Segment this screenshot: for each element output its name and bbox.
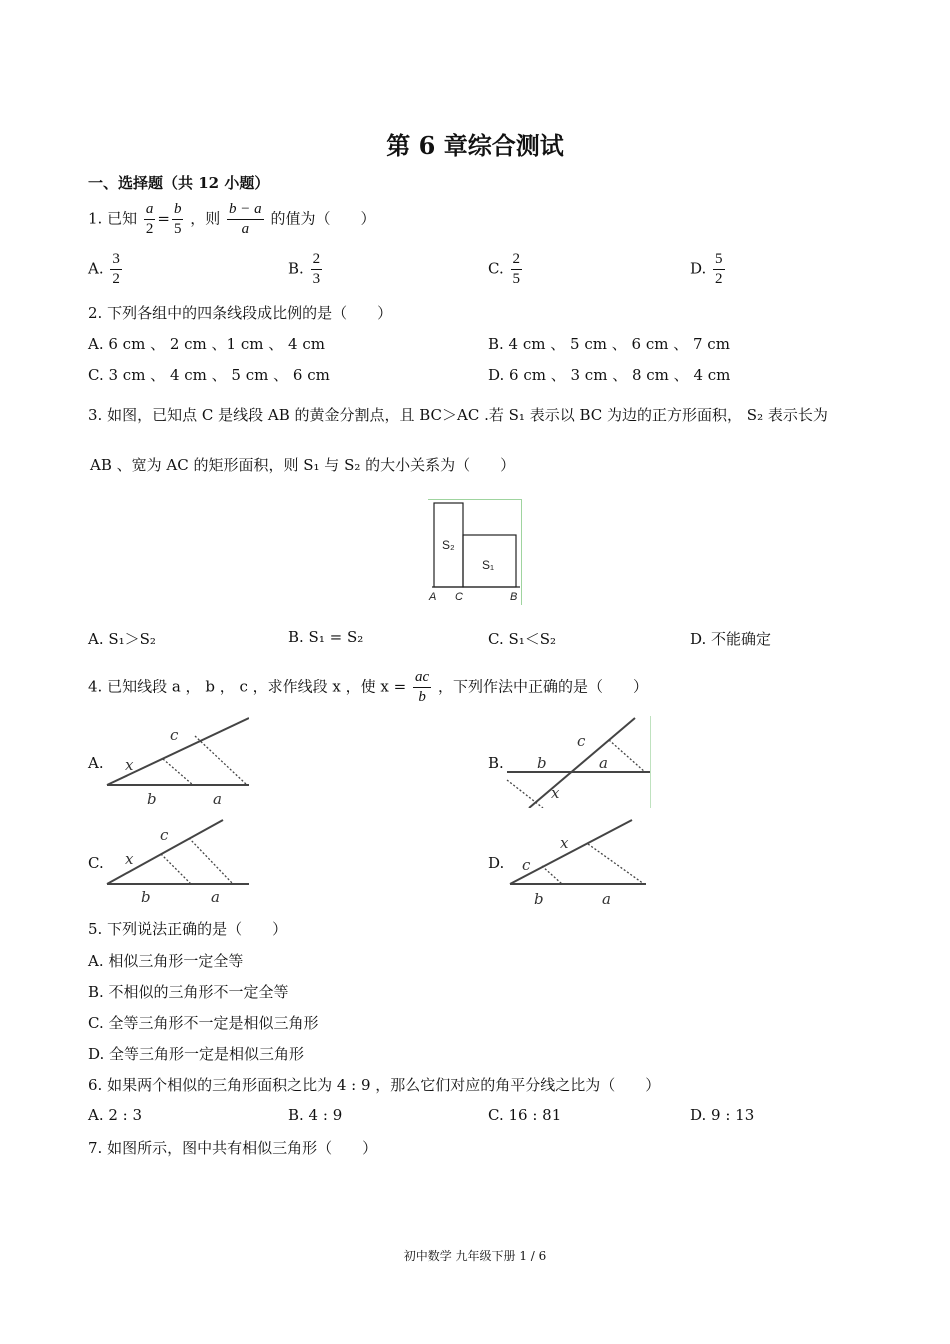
svg-text:b: b	[141, 888, 151, 906]
q4-figure-b	[505, 716, 651, 808]
svg-text:c: c	[577, 732, 586, 750]
q6-option-c[interactable]: C. 16 : 81	[488, 1106, 562, 1124]
svg-text:b: b	[537, 754, 547, 772]
q3-figure	[428, 499, 522, 605]
q1-suffix: 的值为（ ）	[270, 209, 376, 228]
svg-text:a: a	[211, 888, 220, 906]
question-7: 7. 如图所示，图中共有相似三角形（ ）	[88, 1139, 378, 1157]
q6-option-a[interactable]: A. 2 : 3	[88, 1106, 143, 1124]
svg-text:x: x	[125, 756, 134, 774]
svg-text:c: c	[160, 826, 169, 844]
q5-option-d[interactable]: D. 全等三角形一定是相似三角形	[88, 1045, 305, 1063]
q4-option-a[interactable]: A.	[88, 754, 104, 772]
q1-fraction-b-5: $\frac{b}{5}$	[173, 201, 182, 237]
q4-fraction: $\frac{ac}{b}$	[414, 669, 430, 705]
label-a: A	[429, 591, 437, 603]
svg-text:a: a	[599, 754, 608, 772]
label-c: C	[455, 591, 463, 603]
svg-text:c: c	[522, 856, 531, 874]
label-b: B	[510, 591, 518, 603]
q1-prefix: 1. 已知	[88, 209, 138, 228]
q4-option-d[interactable]: D.	[488, 854, 505, 872]
question-6: 6. 如果两个相似的三角形面积之比为 4 : 9 ，那么它们对应的角平分线之比为（ ）	[88, 1076, 661, 1094]
equals-sign: =	[157, 209, 170, 228]
q1-option-d[interactable]: D. $\frac{5}{2}$	[690, 251, 723, 287]
q1-fraction-a-2: $\frac{a}{2}$	[145, 201, 154, 237]
question-3-line-2: AB 、宽为 AC 的矩形面积，则 S₁ 与 S₂ 的大小关系为（ ）	[90, 456, 516, 474]
question-1	[88, 200, 375, 239]
q6-option-b[interactable]: B. 4 : 9	[288, 1106, 343, 1124]
q4-figure-d	[508, 818, 648, 906]
page-title: 第 6 章综合测试	[386, 131, 564, 160]
svg-text:c: c	[170, 726, 179, 744]
q5-option-a[interactable]: A. 相似三角形一定全等	[88, 952, 244, 970]
svg-text:x: x	[560, 834, 569, 852]
question-3-line-1: 3. 如图，已知点 C 是线段 AB 的黄金分割点，且 BC＞AC .若 S₁ 表示以 BC 为边的正方形面积， S₂ 表示长为	[88, 406, 828, 424]
label-s1: S₁	[482, 558, 495, 572]
q3-option-d[interactable]: D. 不能确定	[690, 630, 772, 648]
page-footer: 初中数学 九年级下册 1 / 6	[403, 1249, 547, 1263]
q5-option-c[interactable]: C. 全等三角形不一定是相似三角形	[88, 1014, 319, 1032]
q1-option-c[interactable]: C. $\frac{2}{5}$	[488, 251, 520, 287]
q2-option-d[interactable]: D. 6 cm 、 3 cm 、 8 cm 、 4 cm	[488, 366, 731, 384]
svg-text:a: a	[213, 790, 222, 808]
question-2: 2. 下列各组中的四条线段成比例的是（ ）	[88, 304, 393, 322]
svg-text:x: x	[551, 784, 560, 802]
q1-option-b[interactable]: B. $\frac{2}{3}$	[288, 251, 321, 287]
q1-option-a[interactable]: A. $\frac{3}{2}$	[88, 251, 120, 287]
label-s2: S₂	[442, 538, 455, 552]
q2-option-c[interactable]: C. 3 cm 、 4 cm 、 5 cm 、 6 cm	[88, 366, 330, 384]
q5-option-b[interactable]: B. 不相似的三角形不一定全等	[88, 983, 289, 1001]
q3-option-a[interactable]: A. S₁＞S₂	[88, 630, 156, 648]
q1-fraction-expr: $\frac{b - a}{a}$	[229, 201, 262, 237]
q4-suffix: ，下列作法中正确的是（ ）	[437, 677, 648, 696]
question-5: 5. 下列说法正确的是（ ）	[88, 920, 288, 938]
q4-figure-c	[105, 818, 249, 906]
section-heading: 一、选择题（共 12 小题）	[88, 174, 270, 192]
q4-option-b[interactable]: B.	[488, 754, 504, 772]
svg-text:x: x	[125, 850, 134, 868]
svg-text:b: b	[534, 890, 544, 906]
q3-option-b[interactable]: B. S₁ = S₂	[288, 628, 364, 646]
q4-figure-a	[105, 716, 249, 808]
svg-text:b: b	[147, 790, 157, 808]
q2-option-a[interactable]: A. 6 cm 、 2 cm 、1 cm 、 4 cm	[88, 335, 325, 353]
q4-prefix: 4. 已知线段 a ， b ， c ，求作线段 x ，使 x =	[88, 677, 407, 696]
q6-option-d[interactable]: D. 9 : 13	[690, 1106, 755, 1124]
q3-option-c[interactable]: C. S₁＜S₂	[488, 630, 557, 648]
q4-option-c[interactable]: C.	[88, 854, 104, 872]
svg-text:a: a	[602, 890, 611, 906]
q1-mid: ，则	[190, 209, 221, 228]
question-4	[88, 668, 648, 707]
q2-option-b[interactable]: B. 4 cm 、 5 cm 、 6 cm 、 7 cm	[488, 335, 730, 353]
